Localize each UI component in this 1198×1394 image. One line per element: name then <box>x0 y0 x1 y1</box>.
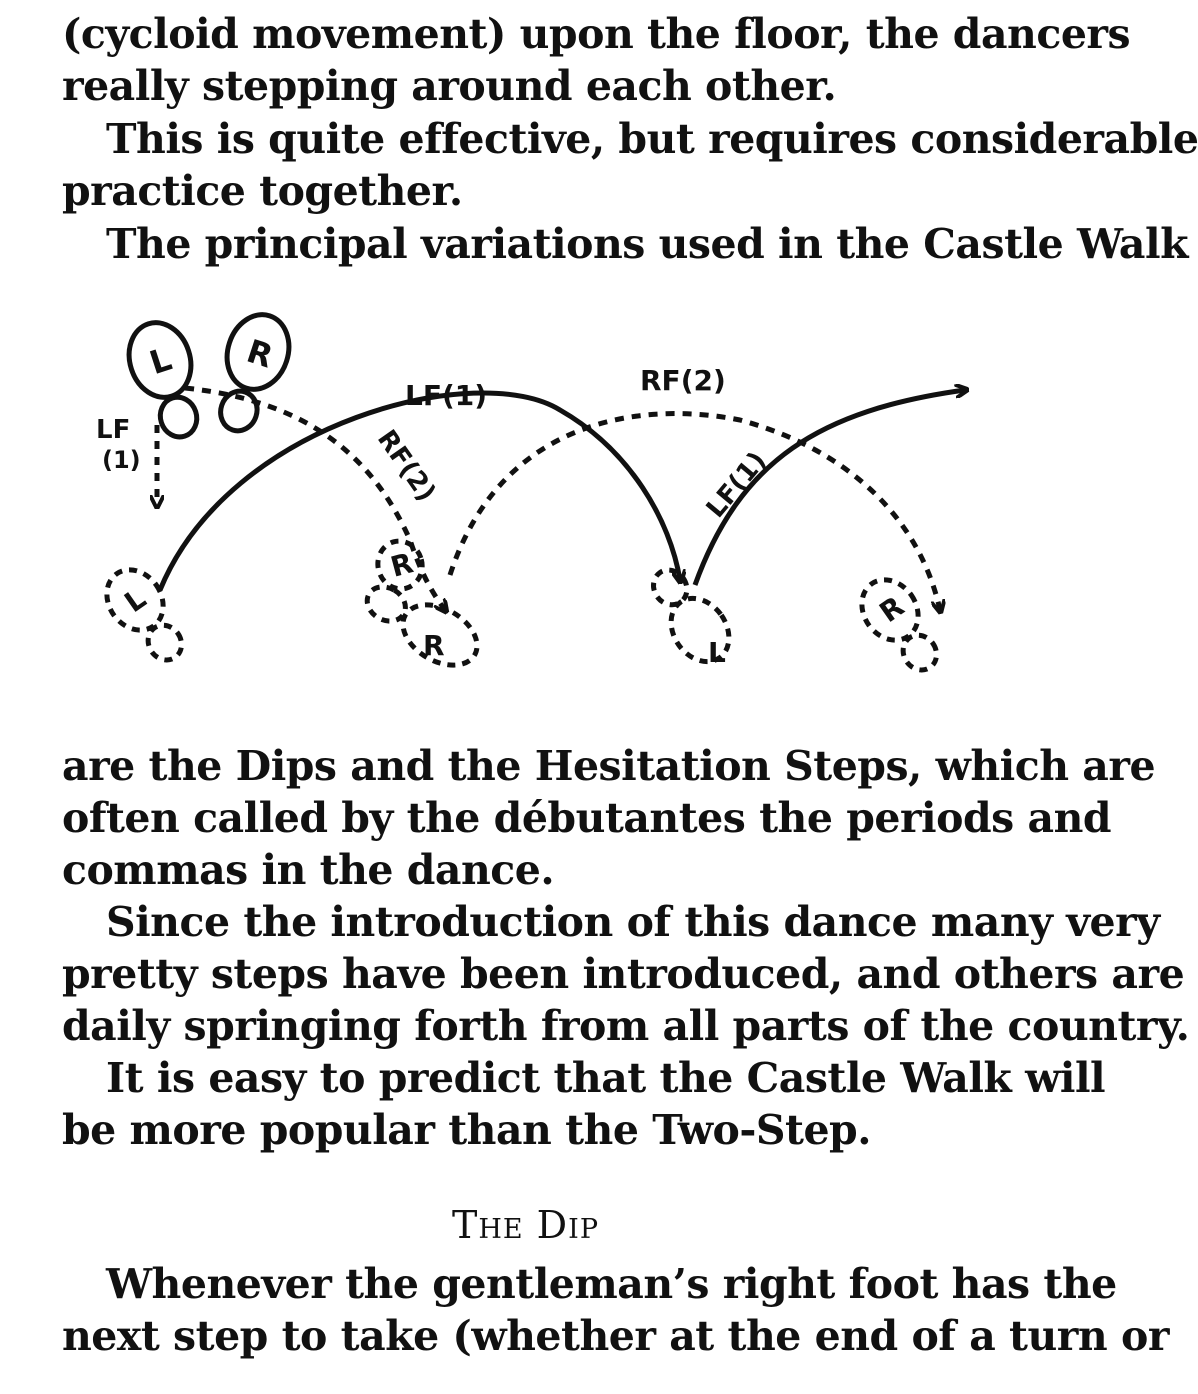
castle-walk-diagram <box>0 290 1051 730</box>
text-line <box>106 1052 1106 1104</box>
lf1-vertical-label-bottom: (1) <box>102 446 141 474</box>
lf1-arc-label: LF(1) <box>405 379 488 412</box>
middle-right-foot-upper-label: R <box>387 546 417 584</box>
text-line <box>62 1310 1169 1362</box>
text-line <box>106 896 1160 948</box>
text-line <box>62 1000 1190 1052</box>
text-line <box>106 113 1198 165</box>
paragraph5-line2: be more popular than the Two-Step. <box>62 1106 871 1154</box>
paragraph4-line2: pretty steps have been introduced, and others are <box>62 950 1185 998</box>
lower-left-foot <box>95 559 196 672</box>
right-foot-label: R <box>873 589 911 630</box>
lf1-vertical-label-top: LF <box>96 415 131 445</box>
start-left-foot-label: L <box>144 339 177 383</box>
paragraph4-line1: Since the introduction of this dance many very <box>106 898 1160 946</box>
middle-right-foot-label: R <box>423 629 445 662</box>
rf2-diag-label: RF(2) <box>370 424 442 508</box>
paragraph2-line1: This is quite effective, but requires considerable <box>106 115 1198 163</box>
paragraph3-line1: The principal variations used in the Castle Walk <box>106 220 1188 268</box>
middle-right-foot <box>356 571 488 677</box>
paragraph2-line2: practice together. <box>62 167 463 215</box>
footstep-diagram-svg <box>0 290 1051 730</box>
text-line <box>62 792 1112 844</box>
paragraph1-line1: (cycloid movement) upon the floor, the dancers <box>62 10 1131 58</box>
text-line <box>62 740 1156 792</box>
rf2-arc-label: RF(2) <box>640 364 726 397</box>
start-left-foot <box>120 315 214 446</box>
lf1-diag-label: LF(1) <box>700 446 773 524</box>
text-line <box>62 165 1012 217</box>
middle-left-foot-label: L <box>708 636 726 669</box>
paragraph3-line3: often called by the débutantes the periods and <box>62 794 1112 842</box>
section-heading: The Dip <box>452 1203 599 1247</box>
paragraph3-line4: commas in the dance. <box>62 846 555 894</box>
text-line <box>62 1104 1012 1156</box>
text-line <box>106 1258 1117 1310</box>
text-line <box>106 218 1188 270</box>
paragraph6-line1: Whenever the gentleman’s right foot has the <box>106 1260 1117 1308</box>
right-foot <box>850 569 951 682</box>
lower-left-foot-label: L <box>118 581 152 620</box>
text-line <box>62 844 1012 896</box>
text-line <box>62 948 1185 1000</box>
paragraph4-line3: daily springing forth from all parts of the country. <box>62 1002 1190 1050</box>
paragraph5-line1: It is easy to predict that the Castle Walk will <box>106 1054 1106 1102</box>
text-line <box>62 8 1131 60</box>
text-line <box>62 60 1012 112</box>
start-right-foot-label: R <box>242 331 278 376</box>
start-right-foot <box>204 307 298 440</box>
paragraph6-line2: next step to take (whether at the end of a turn or <box>62 1312 1169 1360</box>
paragraph1-line2: really stepping around each other. <box>62 62 837 110</box>
paragraph3-line2: are the Dips and the Hesitation Steps, which are <box>62 742 1156 790</box>
